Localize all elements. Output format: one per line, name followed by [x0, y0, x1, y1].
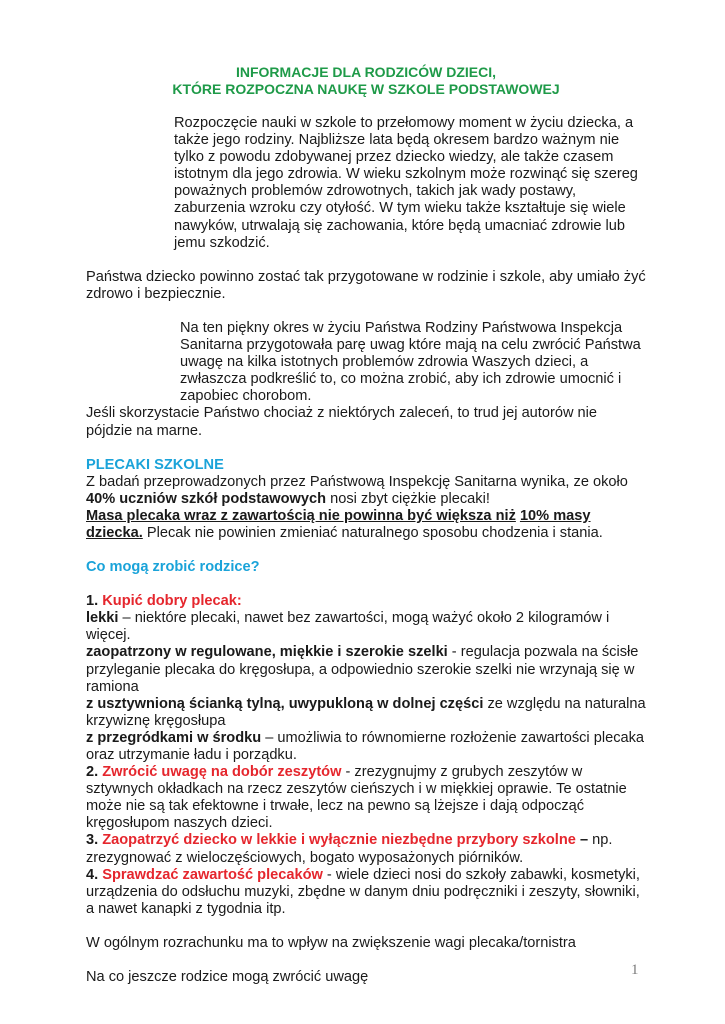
feature-text: – niektóre plecaki, nawet bez zawartości, mogą ważyć około 2 kilogramów i więcej. — [86, 610, 610, 644]
plecaki-paragraph-2 — [86, 508, 646, 542]
plecaki-stat: 40% uczniów szkół podstawowych — [86, 490, 327, 507]
document-body — [86, 64, 646, 986]
item-title: Sprawdzać zawartość plecaków — [102, 866, 323, 883]
item-text: - zrezygnujmy z grubych zeszytów w sztywnych okładkach na rzecz zeszytów cieńszych i w miękkiej oprawie. Te ostatnie może nie są tak efektowne i trwałe, lecz na pewno są lżejsze i dają odpocząć kręgosłupom naszych dzieci. — [86, 764, 627, 832]
feature-text: ze względu na naturalna krzywiznę kręgosłupa — [86, 695, 646, 729]
intro-paragraph-4: Jeśli skorzystacie Państwo chociaż z niektórych zaleceń, to trud jej autorów nie pójdzie na marne. — [86, 405, 598, 439]
spacer — [86, 303, 646, 320]
feature-szelki — [86, 644, 646, 695]
item-dash: – — [575, 832, 589, 849]
list-item-1 — [86, 593, 646, 610]
spacer — [86, 98, 646, 115]
list-item-4 — [86, 867, 646, 918]
list-item-2 — [86, 764, 646, 832]
document-title — [86, 64, 646, 98]
spacer — [86, 440, 646, 457]
spacer — [86, 252, 646, 269]
item-number: 2. — [86, 764, 103, 781]
intro-paragraph-1: Rozpoczęcie nauki w szkole to przełomowy moment w życiu dziecka, a także jego rodziny. Najbliższe lata będą okresem bardzo ważnym nie tylko z powodu zdobywanej przez dziecko wiedzy, ale także czasem istotnym dla jego zdrowia. W wieku szkolnym może rozwinąć się szereg poważnych problemów zdrowotnych, takich jak wady postawy, zaburzenia wzroku czy otyłość. W tym wieku także kształtuje się wiele nawyków, utrwalają się zachowania, które będą umacniać zdrowie lub jemu szkodzić. — [174, 115, 638, 251]
item-text: - wiele dzieci nosi do szkoły zabawki, kosmetyki, urządzenia do odsłuchu muzyki, zbędne w danym dniu podręczniki i zeszyty, słowniki, a nawet kanapki z tygodnia itp. — [86, 866, 640, 917]
feature-text: – umożliwia to równomierne rozłożenie zawartości plecaka oraz utrzymanie ładu i porządku. — [86, 729, 645, 763]
plecaki-weight-text: Plecak nie powinien zmieniać naturalnego sposobu chodzenia i stania. — [142, 524, 603, 541]
page-number: 1 — [631, 962, 639, 978]
title-line-2: KTÓRE ROZPOCZNA NAUKĘ W SZKOLE PODSTAWOWEJ — [172, 81, 560, 97]
plecaki-text: Z badań przeprowadzonych przez Państwową Inspekcję Sanitarna wynika, ze około — [86, 473, 628, 490]
plecaki-paragraph-1 — [86, 474, 646, 508]
spacer — [86, 542, 646, 559]
item-title: Zwrócić uwagę na dobór zeszytów — [102, 764, 342, 781]
item-number: 3. — [86, 832, 103, 849]
section-heading-rodzice: Co mogą zrobić rodzice? — [86, 559, 260, 576]
feature-text: - regulacja pozwala na ścisłe przyleganie plecaka do kręgosłupa, a odpowiednio szerokie szelki nie wrzynają się w ramiona — [86, 644, 639, 695]
intro-paragraph-3: Na ten piękny okres w życiu Państwa Rodziny Państwowa Inspekcja Sanitarna przygotowała parę uwag które mają na celu zwrócić Państwa uwagę na kilka istotnych problemów zdrowia Waszych dzieci, a zwłaszcza podkreślić to, co można zrobić, aby ich zdrowie umocnić i zapobiec chorobom. — [180, 319, 641, 405]
feature-label: z usztywnioną ścianką tylną, uwypukloną w dolnej części — [86, 695, 484, 712]
item-number: 1. — [86, 593, 103, 610]
spacer — [86, 952, 646, 969]
feature-label: z przegródkami w środku — [86, 729, 262, 746]
feature-przegrodki — [86, 730, 646, 764]
feature-scianka — [86, 696, 646, 730]
closing-paragraph-2: Na co jeszcze rodzice mogą zwrócić uwagę — [86, 969, 369, 986]
plecaki-weight-rule: Masa plecaka wraz z zawartością nie powinna być większa niż — [86, 507, 516, 524]
plecaki-text-end: nosi zbyt ciężkie plecaki! — [326, 490, 490, 507]
feature-label: zaopatrzony w regulowane, miękkie i szerokie szelki — [86, 644, 448, 661]
spacer — [86, 918, 646, 935]
item-number: 4. — [86, 866, 103, 883]
intro-paragraph-2: Państwa dziecko powinno zostać tak przygotowane w rodzinie i szkole, aby umiało żyć zdrowo i bezpiecznie. — [86, 268, 646, 302]
section-heading-plecaki: PLECAKI SZKOLNE — [86, 456, 224, 473]
list-item-3 — [86, 832, 646, 866]
closing-paragraph-1: W ogólnym rozrachunku ma to wpływ na zwiększenie wagi plecaka/tornistra — [86, 934, 576, 951]
feature-label: lekki — [86, 610, 119, 627]
title-line-1: INFORMACJE DLA RODZICÓW DZIECI, — [235, 64, 497, 80]
item-text: np. zrezygnować z wieloczęściowych, bogato wyposażonych piórników. — [86, 832, 613, 866]
feature-lekki — [86, 610, 646, 644]
plecaki-weight-percent: 10% masy dziecka. — [86, 507, 591, 541]
item-title: Kupić dobry plecak: — [102, 593, 242, 610]
spacer — [86, 576, 646, 593]
item-title: Zaopatrzyć dziecko w lekkie i wyłącznie niezbędne przybory szkolne — [102, 832, 576, 849]
